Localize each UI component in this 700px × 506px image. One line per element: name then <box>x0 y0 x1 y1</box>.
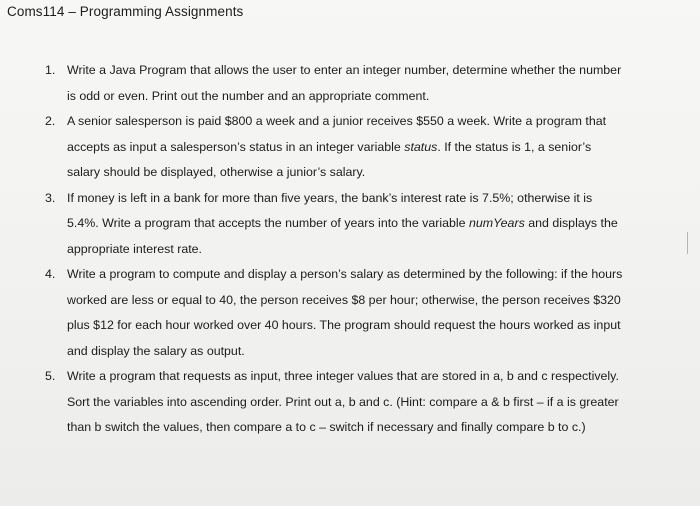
item-text <box>67 114 606 179</box>
item-text-segment: Write a Java Program that allows the user to enter an integer number, determine whether the number is odd or even. Print out the number and an appropriate comment. <box>67 63 622 103</box>
assignment-item <box>45 58 625 109</box>
item-number: 2. <box>45 114 56 128</box>
item-text <box>67 369 619 434</box>
page-edge-mark <box>687 232 688 254</box>
item-number: 3. <box>45 190 56 205</box>
item-number: 4. <box>45 267 56 281</box>
assignment-list <box>45 58 625 441</box>
item-number: 5. <box>45 369 56 383</box>
variable-name-numyears: numYears <box>468 216 525 230</box>
item-text-segment: If money is left in a bank for more than five years, the bank’s interest rate is 7.5%; otherwise it is 5.4%. Write a program that accepts the number of years into the variable <box>67 190 593 230</box>
item-text-segment: . If the status is 1, a senior’s salary should be displayed, otherwise a junior’s salary. <box>67 139 592 179</box>
item-text-segment: and displays the appropriate interest rate. <box>67 216 618 256</box>
item-text-segment: Write a program to compute and display a person’s salary as determined by the following: if the hours worked are less or equal to 40, the person receives $8 per hour; otherwise, the person receives $320 plus $12 for each hour worked over 40 hours. The program should request the hours worked as input and display the salary as output. <box>67 267 623 358</box>
assignment-item <box>45 109 625 186</box>
item-text <box>67 267 622 358</box>
assignment-item <box>45 262 625 364</box>
item-text-segment: A senior salesperson is paid $800 a week and a junior receives $550 a week. Write a program that accepts as input a salesperson’s status in an integer variable <box>67 114 607 154</box>
variable-name-status: status <box>404 139 438 154</box>
document-title: Coms114 – Programming Assignments <box>7 4 244 19</box>
assignment-item <box>45 186 625 263</box>
item-text <box>67 63 621 103</box>
assignment-item <box>45 364 625 441</box>
item-number: 1. <box>45 63 56 77</box>
item-text <box>67 191 618 256</box>
item-text-segment: Write a program that requests as input, three integer values that are stored in a, b and c respectively. Sort the variables into ascending order. Print out a, b and c. (Hint: compare a & b first – if a is greater than b switch the values, then compare a to c – switch if necessary and finally compare b to c.) <box>67 369 619 434</box>
